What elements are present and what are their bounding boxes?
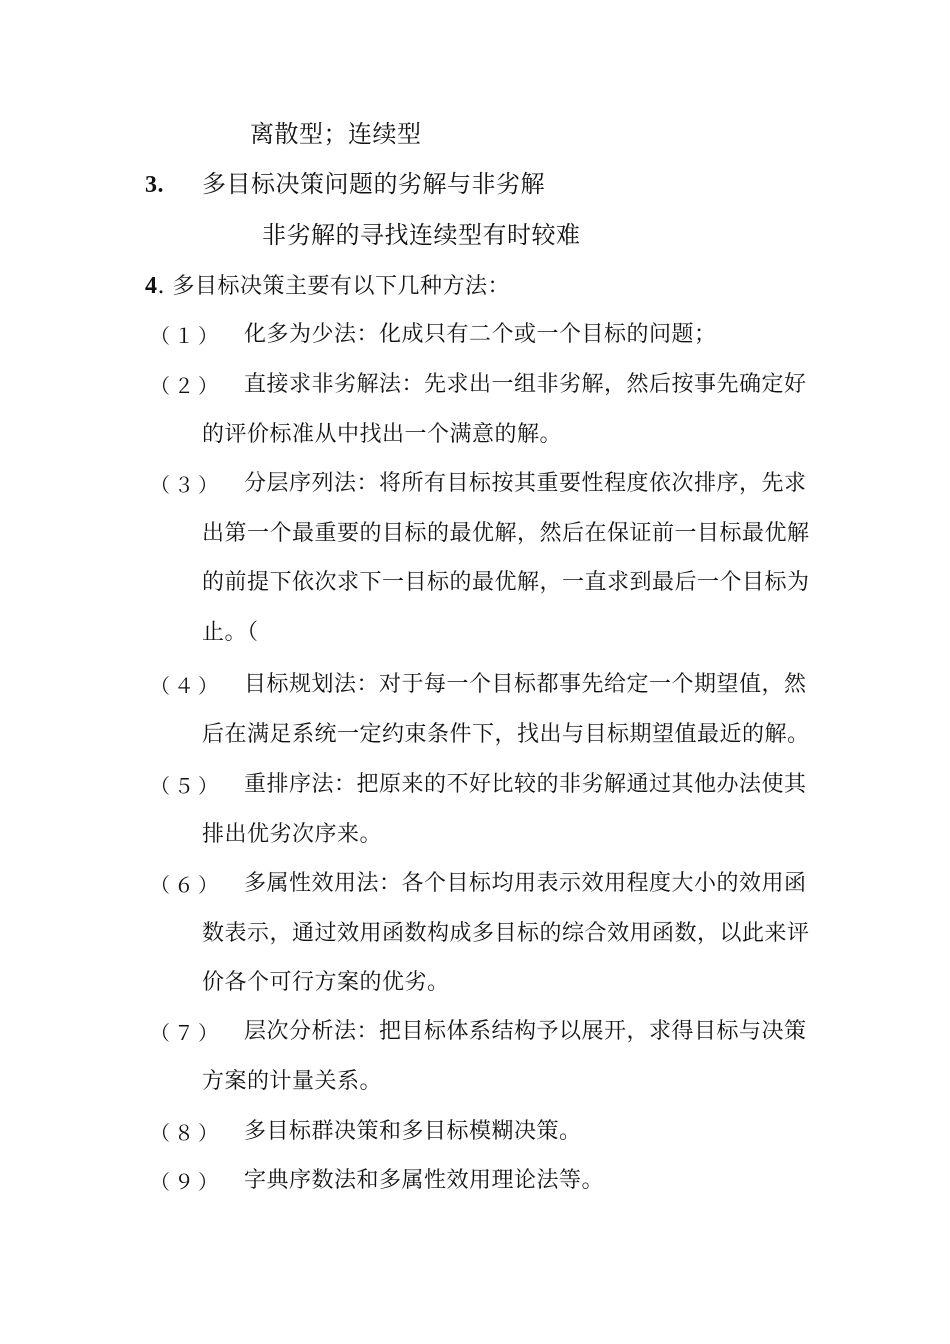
method-text-line: 价各个可行方案的优劣。 xyxy=(202,970,450,995)
section-4-heading xyxy=(145,271,510,302)
method-text-line: 目标规划法：对于每一个目标都事先给定一个期望值，然 xyxy=(244,672,807,697)
method-label: （２） xyxy=(150,374,222,398)
method-label: （５） xyxy=(150,774,222,798)
section-3-title: 多目标决策问题的劣解与非劣解 xyxy=(202,170,545,198)
method-text-line: 的评价标准从中找出一个满意的解。 xyxy=(202,422,563,447)
method-text-line: 的前提下依次求下一目标的最优解，一直求到最后一个目标为 xyxy=(202,570,810,595)
section-3-subtitle: 非劣解的寻找连续型有时较难 xyxy=(262,221,581,249)
method-text-line: 排出优劣次序来。 xyxy=(202,822,383,847)
method-text-line: 数表示，通过效用函数构成多目标的综合效用函数，以此来评 xyxy=(202,921,810,946)
section-4-number: 4 xyxy=(145,273,158,299)
method-label: （８） xyxy=(150,1121,222,1145)
method-text-line: 后在满足系统一定约束条件下，找出与目标期望值最近的解。 xyxy=(202,722,810,747)
section-4-title: . 多目标决策主要有以下几种方法： xyxy=(157,274,510,299)
method-label: （４） xyxy=(150,674,222,698)
section-3-heading xyxy=(145,169,164,200)
intro-line: 离散型；连续型 xyxy=(250,120,422,148)
method-label: （７） xyxy=(150,1021,222,1045)
method-text-line: 字典序数法和多属性效用理论法等。 xyxy=(244,1168,605,1193)
method-text-line: 层次分析法：把目标体系结构予以展开，求得目标与决策 xyxy=(244,1019,807,1044)
method-label: （３） xyxy=(150,473,222,497)
method-text-line: 分层序列法：将所有目标按其重要性程度依次排序，先求 xyxy=(244,471,807,496)
method-label: （６） xyxy=(150,873,222,897)
method-text-line: 止。（ xyxy=(202,620,259,645)
section-3-number: 3 xyxy=(145,172,158,198)
section-3-dot: . xyxy=(157,172,164,198)
method-text-line: 化多为少法：化成只有二个或一个目标的问题； xyxy=(244,322,717,347)
method-text-line: 直接求非劣解法：先求出一组非劣解，然后按事先确定好 xyxy=(244,372,807,397)
method-label: （１） xyxy=(150,324,222,348)
method-text-line: 多目标群决策和多目标模糊决策。 xyxy=(244,1119,582,1144)
method-text-line: 方案的计量关系。 xyxy=(202,1069,383,1094)
method-text-line: 多属性效用法：各个目标均用表示效用程度大小的效用函 xyxy=(244,871,807,896)
method-text-line: 重排序法：把原来的不好比较的非劣解通过其他办法使其 xyxy=(244,772,807,797)
method-text-line: 出第一个最重要的目标的最优解，然后在保证前一目标最优解 xyxy=(202,521,810,546)
method-label: （９） xyxy=(150,1170,222,1194)
